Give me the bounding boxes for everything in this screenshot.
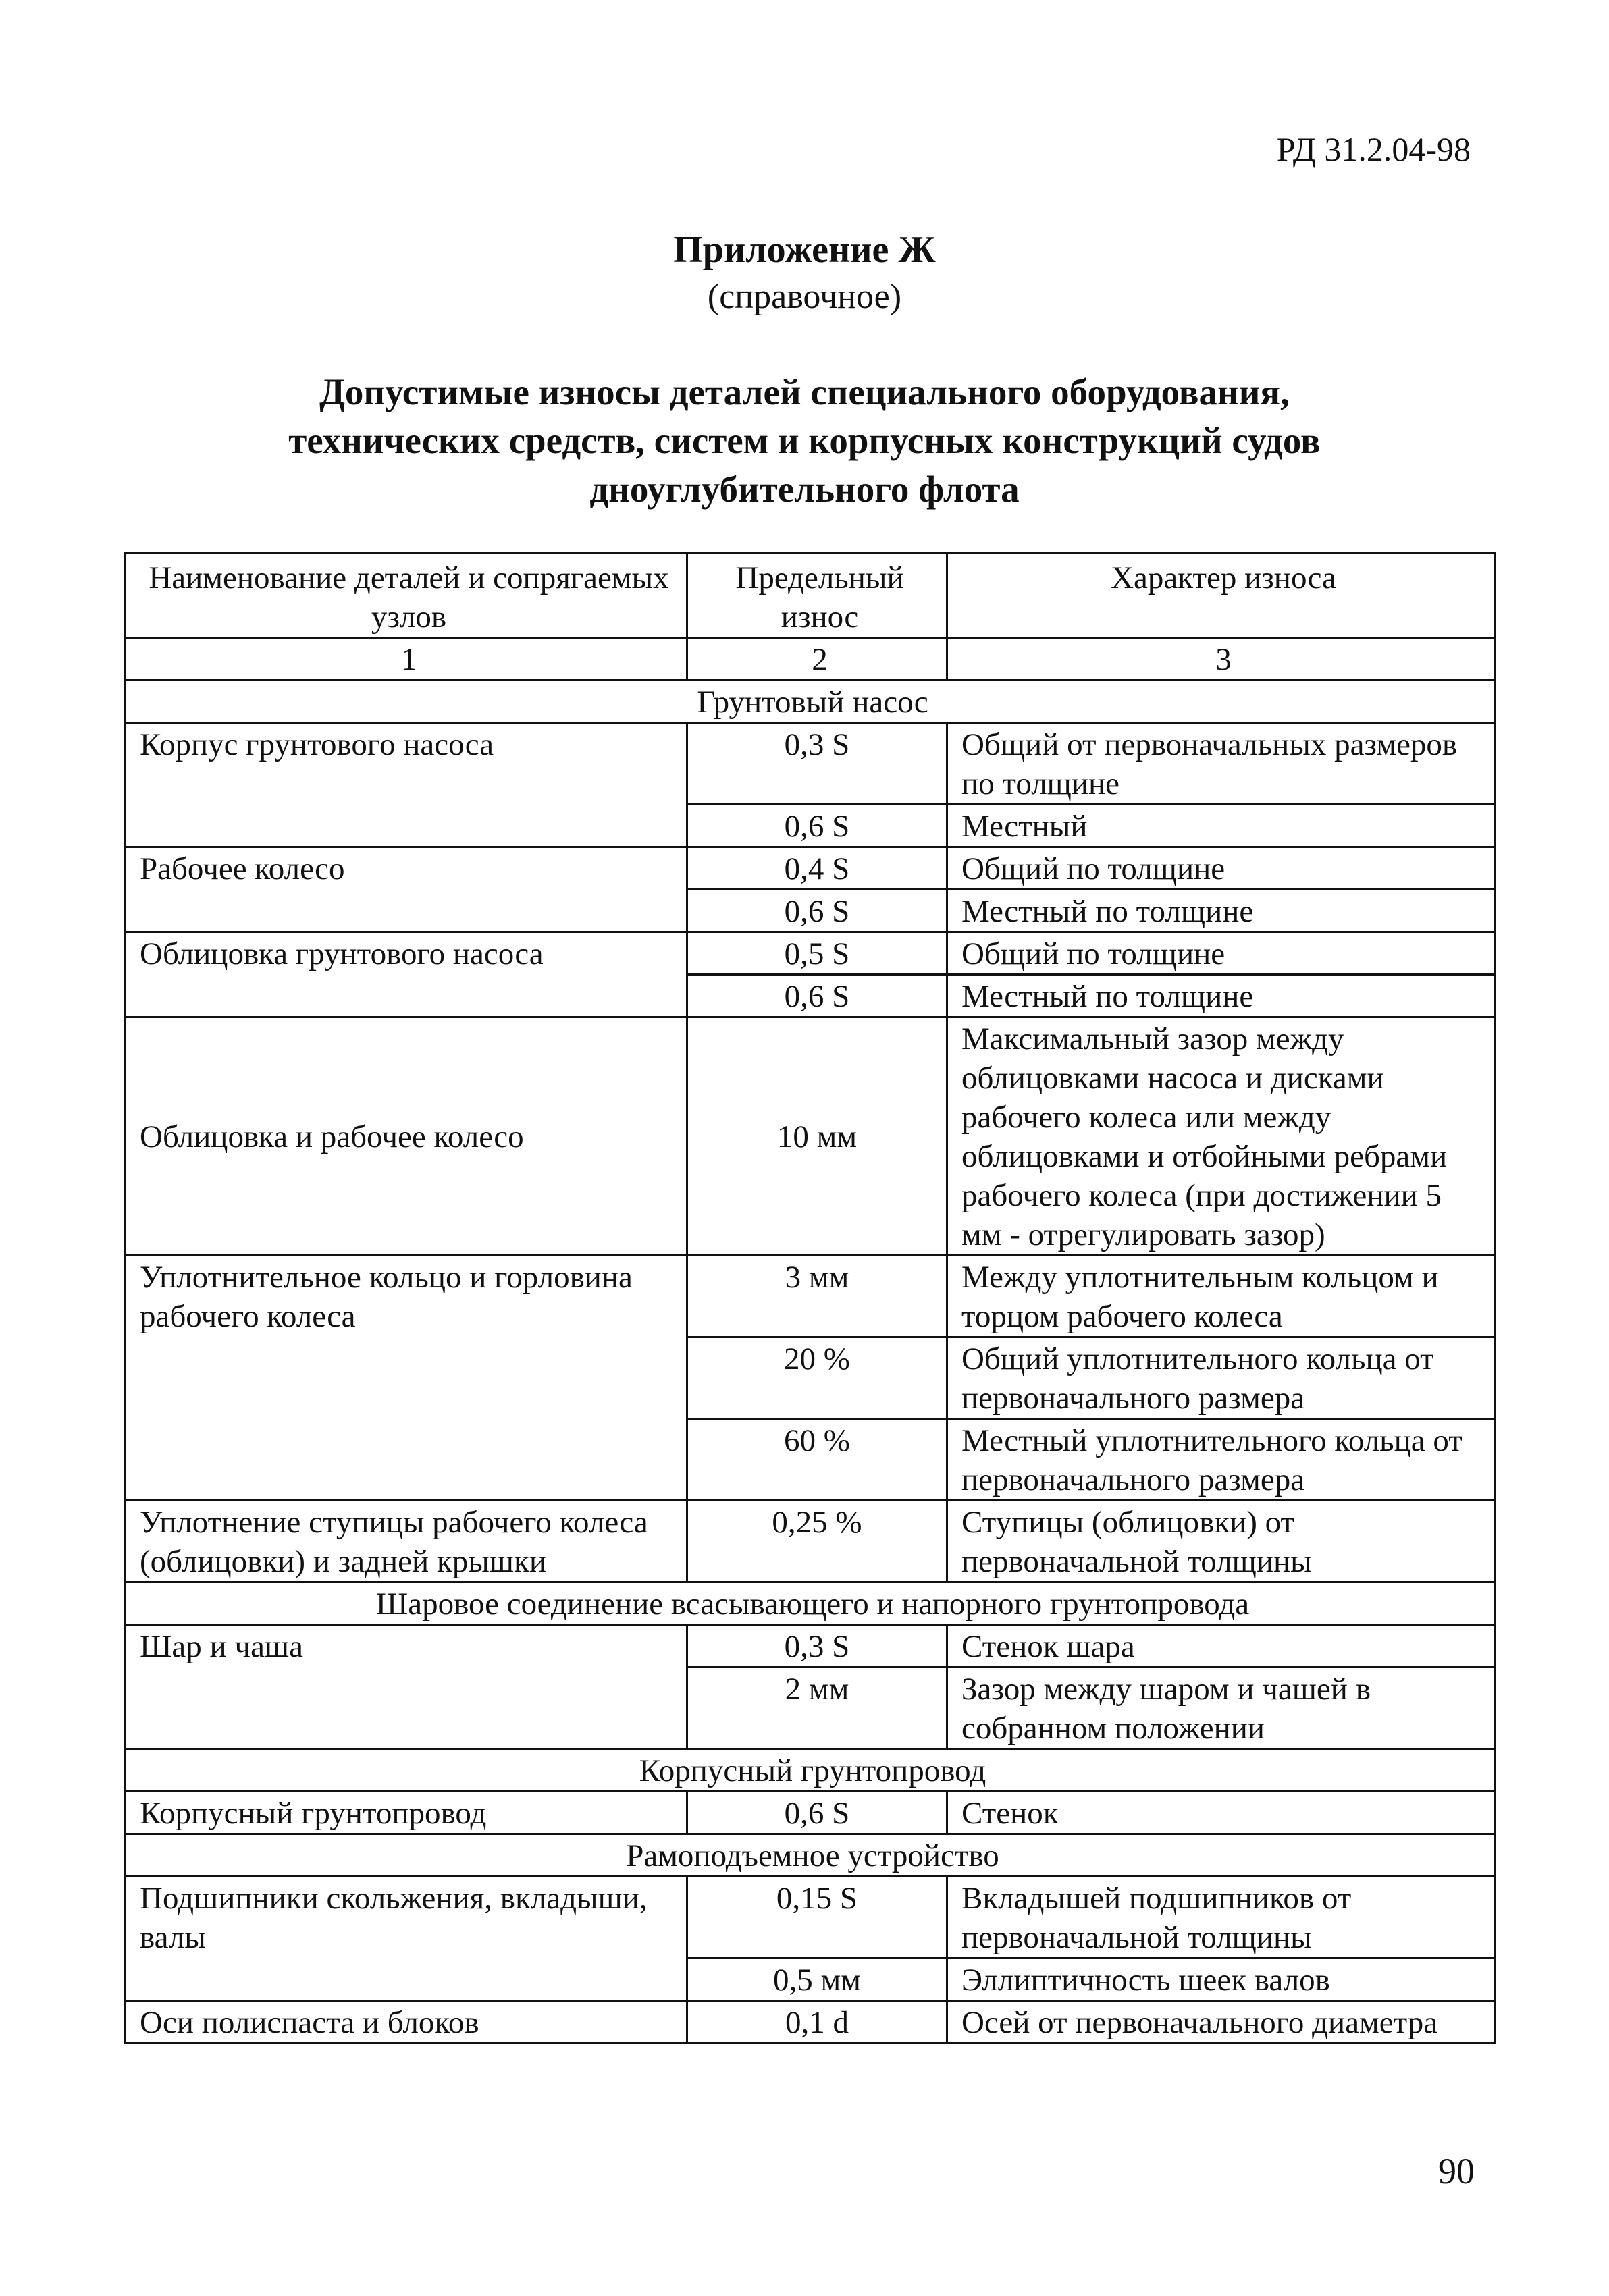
wear-limit-cell: 0,5 мм: [687, 1958, 947, 2001]
document-code: РД 31.2.04-98: [1276, 130, 1471, 168]
column-header: Наименование деталей и сопрягаемых узлов: [126, 554, 687, 638]
wear-type-cell: Местный по толщине: [947, 975, 1495, 1017]
part-name-cell: Облицовка и рабочее колесо: [126, 1017, 687, 1256]
wear-limit-cell: 20 %: [687, 1337, 947, 1419]
part-name-cell: Уплотнительное кольцо и горловина рабочего колеса: [126, 1256, 687, 1501]
wear-type-cell: Между уплотнительным кольцом и торцом рабочего колеса: [947, 1256, 1495, 1337]
table-body: [126, 554, 1495, 2044]
wear-type-cell: Максимальный зазор между облицовками насоса и дисками рабочего колеса или между облицовками и отбойными ребрами рабочего колеса (при достижении 5 мм - отрегулировать зазор): [947, 1017, 1495, 1256]
table-row: [126, 1877, 1495, 1958]
wear-type-cell: Эллиптичность шеек валов: [947, 1958, 1495, 2001]
table-row: [126, 2001, 1495, 2044]
annex-title: Приложение Ж: [673, 229, 936, 271]
column-number: 3: [947, 638, 1495, 680]
wear-type-cell: Местный уплотнительного кольца от первоначального размера: [947, 1419, 1495, 1501]
wear-limits-table: [124, 552, 1496, 2044]
section-title: Корпусный грунтопровод: [126, 1749, 1495, 1792]
section-row: [126, 680, 1495, 723]
section-row: [126, 1749, 1495, 1792]
table-header-row: [126, 554, 1495, 638]
wear-limit-cell: 0,5 S: [687, 932, 947, 975]
wear-limit-cell: 10 мм: [687, 1017, 947, 1256]
table-row: [126, 723, 1495, 805]
table-row: [126, 1501, 1495, 1582]
section-title: Шаровое соединение всасывающего и напорного грунтопровода: [126, 1582, 1495, 1625]
part-name-cell: Подшипники скольжения, вкладыши, валы: [126, 1877, 687, 2001]
wear-limit-cell: 0,3 S: [687, 723, 947, 805]
wear-limit-cell: 0,3 S: [687, 1625, 947, 1667]
wear-limit-cell: 60 %: [687, 1419, 947, 1501]
wear-limit-cell: 0,6 S: [687, 890, 947, 932]
section-row: [126, 1582, 1495, 1625]
table-row: [126, 932, 1495, 975]
wear-limit-cell: 0,6 S: [687, 975, 947, 1017]
title-line: технических средств, систем и корпусных конструкций судов: [288, 420, 1321, 461]
part-name-cell: Корпусный грунтопровод: [126, 1792, 687, 1834]
part-name-cell: Уплотнение ступицы рабочего колеса (облицовки) и задней крышки: [126, 1501, 687, 1582]
title-line: дноуглубительного флота: [589, 469, 1020, 510]
section-title: Грунтовый насос: [126, 680, 1495, 723]
wear-type-cell: Ступицы (облицовки) от первоначальной толщины: [947, 1501, 1495, 1582]
wear-type-cell: Общий по толщине: [947, 847, 1495, 890]
wear-limit-cell: 0,1 d: [687, 2001, 947, 2044]
document-title: [0, 368, 1609, 514]
table-row: [126, 1256, 1495, 1337]
wear-limit-cell: 0,15 S: [687, 1877, 947, 1958]
section-row: [126, 1834, 1495, 1877]
wear-type-cell: Вкладышей подшипников от первоначальной толщины: [947, 1877, 1495, 1958]
wear-type-cell: Общий по толщине: [947, 932, 1495, 975]
wear-type-cell: Стенок шара: [947, 1625, 1495, 1667]
wear-type-cell: Общий уплотнительного кольца от первоначального размера: [947, 1337, 1495, 1419]
table-row: [126, 847, 1495, 890]
page-number: 90: [1438, 2151, 1475, 2191]
wear-limit-cell: 0,4 S: [687, 847, 947, 890]
table-row: [126, 1625, 1495, 1667]
annex-note: (справочное): [707, 277, 902, 316]
wear-limit-cell: 3 мм: [687, 1256, 947, 1337]
part-name-cell: Рабочее колесо: [126, 847, 687, 932]
part-name-cell: Корпус грунтового насоса: [126, 723, 687, 847]
column-header: Предельный износ: [687, 554, 947, 638]
part-name-cell: Шар и чаша: [126, 1625, 687, 1749]
part-name-cell: Оси полиспаста и блоков: [126, 2001, 687, 2044]
section-title: Рамоподъемное устройство: [126, 1834, 1495, 1877]
wear-limit-cell: 0,6 S: [687, 805, 947, 847]
title-line: Допустимые износы деталей специального оборудования,: [319, 371, 1290, 412]
column-number-row: [126, 638, 1495, 680]
wear-limit-cell: 0,25 %: [687, 1501, 947, 1582]
wear-type-cell: Местный: [947, 805, 1495, 847]
wear-limit-cell: 2 мм: [687, 1667, 947, 1749]
part-name-cell: Облицовка грунтового насоса: [126, 932, 687, 1017]
wear-type-cell: Зазор между шаром и чашей в собранном положении: [947, 1667, 1495, 1749]
wear-type-cell: Общий от первоначальных размеров по толщине: [947, 723, 1495, 805]
wear-type-cell: Стенок: [947, 1792, 1495, 1834]
table-row: [126, 1792, 1495, 1834]
column-number: 1: [126, 638, 687, 680]
column-header: Характер износа: [947, 554, 1495, 638]
column-number: 2: [687, 638, 947, 680]
wear-type-cell: Местный по толщине: [947, 890, 1495, 932]
wear-limit-cell: 0,6 S: [687, 1792, 947, 1834]
table-row: [126, 1017, 1495, 1256]
wear-type-cell: Осей от первоначального диаметра: [947, 2001, 1495, 2044]
